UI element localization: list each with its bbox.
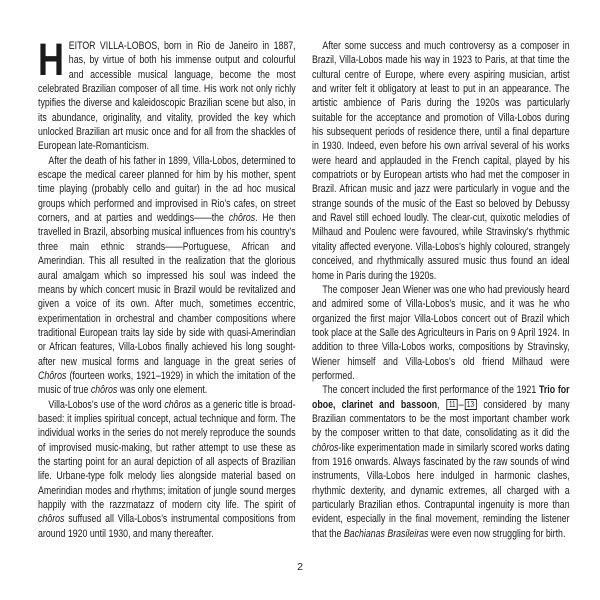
paragraph	[312, 39, 570, 283]
text-segment-plain: suffused all Villa-Lobos’s instrumental compositions from around 1920 until 1930, and many thereafter.	[38, 513, 296, 540]
page-number: 2	[297, 561, 303, 573]
text-segment-italic: chôros	[312, 441, 339, 454]
paragraph	[38, 398, 296, 541]
text-segment-plain: was only one element.	[117, 384, 208, 397]
text-segment-plain: as a generic title is broad-based: it implies spiritual concept, actual technique and form. The individual works in the series do not merely reproduce the sounds of improvised music-making, but rather attempt to use these as the starting point for an aural depiction of all aspects of Brazilian life. Urbane-type folk melody lies alongside material based on Amerindian modes and rhythms; imitation of jungle sound merges happily with the razzmatazz of modern city life. The spirit of	[38, 398, 296, 511]
text-segment-plain: After the death of his father in 1899, Villa-Lobos, determined to escape the medical career planned for him by his mother, spent time playing (probably cello and guitar) in the ad hoc musical groups which performed and improvised in Rio’s cafes, on street corners, and at parties and weddings——the	[38, 154, 296, 225]
text-segment-italic: chôros	[38, 513, 65, 526]
text-segment-plain: After some success and much controversy as a composer in Brazil, Villa-Lobos made his way in 1923 to Paris, at that time the cultural centre of Europe, where every aspiring musician, artist and writer felt it obligatory at least to put in an appearance. The artistic ambience of Paris during the 1920s was particularly suitable for the acceptance and promotion of Villa-Lobos during his subsequent periods of residence there, until a final departure in 1930. Indeed, even before his own arrival several of his works were heard and applauded in the French capital, played by his compatriots or by European artists who had met the composer in Brazil. African music and jazz were particularly in vogue and the strange sounds of the music of the East so beloved by Debussy and Ravel still echoed loudly. The clear-cut, quixotic melodies of Milhaud and Poulenc were favoured, while Stravinsky’s rhythmic vitality affected everyone. Villa-Lobos’s highly coloured, strangely conceived, and rhythmically assured music thus found an ideal home in Paris during the 1920s.	[312, 40, 570, 282]
text-column-right	[312, 39, 570, 541]
text-segment-plain: . He then travelled in Brazil, absorbing musical influences from his country’s three main ethnic strands——Portuguese, African and Amerindian. This all resulted in the realization that the glorious aural amalgam which so impressed his soul was indeed the means by which concert music in Brazil would be revitalized and given a voice of its own. After much, sometimes eccentric, experimentation in orchestral and chamber compositions where traditional European traits lay side by side with quasi-Amerindian or African features, Villa-Lobos finally achieved his long sought-after new musical forms and language in the great series of	[38, 212, 296, 368]
text-segment-bold: Trio for oboe, clarinet and bassoon	[312, 384, 570, 411]
text-segment-italic: chôros	[90, 384, 118, 397]
text-segment-plain: The concert included the first performance of the 1921	[322, 384, 539, 397]
text-segment-italic: Chôros	[38, 369, 67, 382]
text-segment-italic: Bachianas Brasileiras	[343, 527, 429, 540]
paragraph	[38, 34, 296, 154]
paragraph	[312, 383, 570, 541]
drop-cap-letter: H	[38, 34, 64, 85]
text-column-left	[38, 34, 296, 541]
text-segment-plain: EITOR VILLA-LOBOS, born in Rio de Janeiro in 1887, has, by virtue of both his immense output and colourful and accessible musical language, become the most celebrated Brazilian composer of all time. His work not only richly typifies the diverse and kaleidoscopic Brazilian scene but also, in its abundance, originality, and vitality, provided the key which unlocked Brazilian art music once and for all from the shackles of European late-Romanticism.	[38, 40, 296, 153]
track-number-box: 11	[447, 399, 458, 410]
text-segment-plain: ,	[437, 398, 446, 411]
paragraph	[38, 154, 296, 398]
text-segment-plain: were even now struggling for birth.	[428, 527, 566, 540]
text-segment-plain: Villa-Lobos’s use of the word	[48, 398, 165, 411]
paragraph	[312, 283, 570, 383]
text-segment-italic: chôros	[228, 212, 256, 225]
text-segment-plain: (fourteen works, 1921–1929) in which the imitation of the music of true	[38, 369, 296, 397]
text-segment-plain: considered by many Brazilian commentators to be the most important chamber work by the composer written to that date, consolidating as it did the	[312, 398, 570, 440]
text-segment-plain: –	[458, 398, 464, 411]
text-segment-plain: -like experimentation made in similarly scored works dating from 1916 onwards. Always fascinated by the raw sounds of wind instruments, Villa-Lobos here indulged in harmonic clashes, rhythmic dexterity, and dynamic extremes, all charged with a particularly Brazilian ethos. Contrapuntal ingenuity is more than evident, especially in the final movement, reminding the listener that the	[312, 441, 570, 540]
track-number-box: 13	[464, 399, 476, 410]
text-segment-italic: chôros	[164, 398, 191, 411]
text-segment-plain: The composer Jean Wiener was one who had previously heard and admired some of Villa-Lobos’s music, and it was he who organized the first major Villa-Lobos concert out of Brazil which took place at the Salle des Agriculteurs in Paris on 9 April 1924. In addition to three Villa-Lobos works, compositions by Stravinsky, Wiener himself and Villa-Lobos’s old friend Milhaud were performed.	[312, 283, 570, 382]
